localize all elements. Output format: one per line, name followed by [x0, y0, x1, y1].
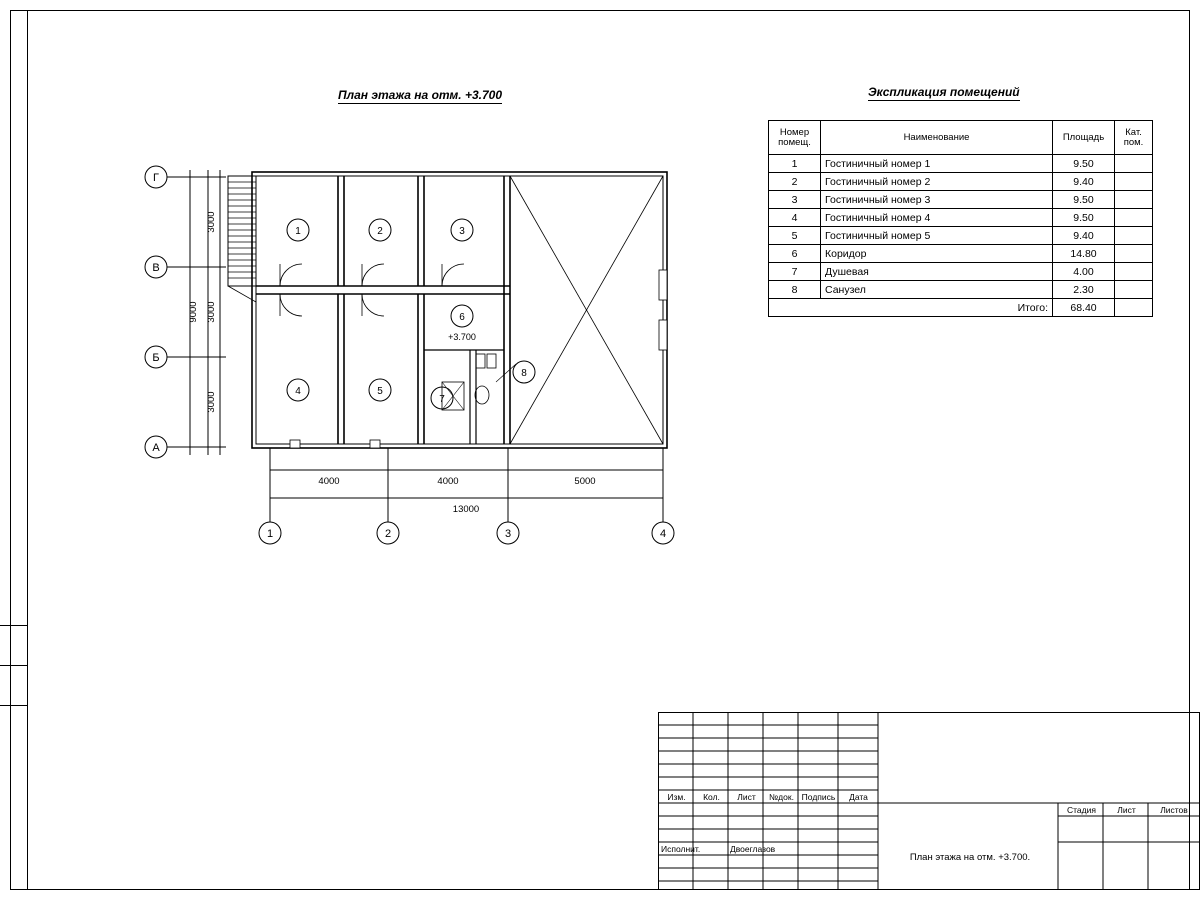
cell-room-name: Санузел	[821, 281, 1053, 299]
room-number-7: 7	[439, 394, 445, 405]
room-number-6: 6	[459, 312, 465, 323]
axis-label-b: Б	[152, 352, 160, 364]
level-mark: +3.700	[448, 332, 476, 342]
cell-room-category	[1115, 281, 1153, 299]
frame-left-divider-1	[0, 625, 28, 626]
cell-room-number: 2	[769, 173, 821, 191]
room-number-2: 2	[377, 226, 383, 237]
cell-room-name: Гостиничный номер 5	[821, 227, 1053, 245]
explication-table	[768, 120, 1153, 317]
axis-label-1: 1	[266, 528, 274, 540]
cell-total-label: Итого:	[769, 299, 1053, 317]
header-room-number-line2: помещ.	[778, 136, 811, 148]
axis-label-g: Г	[153, 172, 159, 184]
dim-vertical-1: 3000	[206, 211, 217, 233]
table-row	[769, 155, 1153, 173]
axis-label-4: 4	[659, 528, 667, 540]
cell-room-number: 3	[769, 191, 821, 209]
table-row	[769, 173, 1153, 191]
cell-room-area: 4.00	[1053, 263, 1115, 281]
table-total-row	[769, 299, 1153, 317]
stamp-header-list: Лист	[737, 792, 756, 802]
stamp-header-data: Дата	[849, 792, 868, 802]
room-number-4: 4	[295, 386, 301, 397]
cell-room-name: Гостиничный номер 2	[821, 173, 1053, 191]
cell-room-area: 9.50	[1053, 191, 1115, 209]
cell-room-number: 1	[769, 155, 821, 173]
table-row	[769, 191, 1153, 209]
cell-room-name: Гостиничный номер 1	[821, 155, 1053, 173]
cell-room-category	[1115, 209, 1153, 227]
header-room-name: Наименование	[821, 121, 1053, 155]
header-room-number	[769, 121, 821, 155]
cell-room-number: 5	[769, 227, 821, 245]
stamp-author: Двоеглазов	[730, 844, 776, 854]
cell-room-name: Гостиничный номер 4	[821, 209, 1053, 227]
cell-room-name: Гостиничный номер 3	[821, 191, 1053, 209]
dim-vertical-3: 3000	[206, 391, 217, 413]
cell-room-number: 4	[769, 209, 821, 227]
stamp-header-ndoc: №док.	[769, 792, 794, 802]
cell-room-area: 9.40	[1053, 227, 1115, 245]
table-header-row	[769, 121, 1153, 155]
dim-vertical-total: 9000	[188, 301, 199, 323]
room-number-1: 1	[295, 226, 301, 237]
stamp-drawing-name: План этажа на отм. +3.700.	[909, 852, 1031, 863]
stamp-header-kol: Кол.	[703, 792, 720, 802]
cell-room-category	[1115, 263, 1153, 281]
room-number-8: 8	[521, 368, 527, 379]
room-number-3: 3	[459, 226, 465, 237]
stamp-role-label: Исполнит.	[661, 844, 701, 854]
cell-room-area: 9.50	[1053, 155, 1115, 173]
header-room-category-line1: Кат.	[1125, 126, 1142, 138]
cell-room-number: 6	[769, 245, 821, 263]
cell-room-area: 9.40	[1053, 173, 1115, 191]
explication-title: Экспликация помещений	[868, 85, 1020, 99]
axis-label-2: 2	[384, 528, 392, 540]
axis-label-3: 3	[504, 528, 512, 540]
dim-vertical-2: 3000	[206, 301, 217, 323]
header-room-area: Площадь	[1053, 121, 1115, 155]
header-room-number-line1: Номер	[779, 126, 810, 138]
room-number-5: 5	[377, 386, 383, 397]
stamp-header-podpis: Подпись	[801, 792, 836, 802]
cell-room-number: 7	[769, 263, 821, 281]
cell-total-area: 68.40	[1053, 299, 1115, 317]
frame-left-margin	[0, 10, 28, 890]
cell-room-name: Душевая	[821, 263, 1053, 281]
header-room-category-line2: пом.	[1123, 136, 1144, 148]
cell-room-category	[1115, 191, 1153, 209]
cell-room-name: Коридор	[821, 245, 1053, 263]
floor-plan-drawing	[130, 150, 710, 550]
dim-horizontal-3: 5000	[574, 476, 596, 487]
cell-room-category	[1115, 245, 1153, 263]
cell-room-number: 8	[769, 281, 821, 299]
stamp-header-listov: Листов	[1160, 805, 1188, 815]
table-row	[769, 263, 1153, 281]
cell-room-category	[1115, 155, 1153, 173]
stamp-header-list2: Лист	[1117, 805, 1136, 815]
dim-horizontal-1: 4000	[318, 476, 340, 487]
title-block	[658, 712, 1200, 890]
stamp-header-izm: Изм.	[667, 792, 686, 802]
cell-room-area: 9.50	[1053, 209, 1115, 227]
table-row	[769, 245, 1153, 263]
header-room-category	[1115, 121, 1153, 155]
axis-label-v: В	[152, 262, 160, 274]
frame-left-divider-2	[0, 665, 28, 666]
plan-title: План этажа на отм. +3.700	[338, 88, 502, 102]
cell-room-area: 2.30	[1053, 281, 1115, 299]
cell-room-area: 14.80	[1053, 245, 1115, 263]
dim-horizontal-total: 13000	[452, 504, 480, 515]
dim-horizontal-2: 4000	[437, 476, 459, 487]
axis-label-a: А	[152, 442, 160, 454]
frame-left-divider-3	[0, 705, 28, 706]
table-row	[769, 281, 1153, 299]
cell-room-category	[1115, 173, 1153, 191]
cell-room-category	[1115, 227, 1153, 245]
stamp-header-stadiya: Стадия	[1067, 805, 1096, 815]
cell-total-category	[1115, 299, 1153, 317]
table-row	[769, 209, 1153, 227]
table-row	[769, 227, 1153, 245]
